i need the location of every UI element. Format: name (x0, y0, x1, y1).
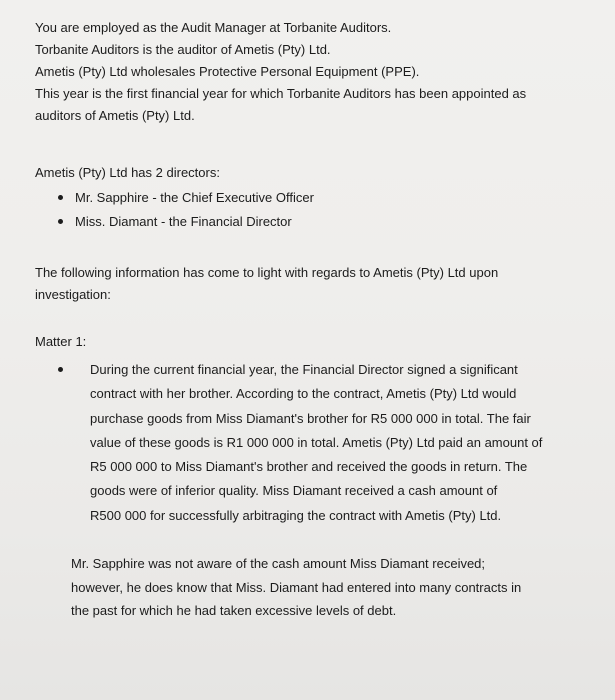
matter-1-line: purchase goods from Miss Diamant's brother for R5 000 000 in total. The fair (90, 410, 531, 426)
matter-1-followup-paragraph (71, 552, 591, 623)
director-item (58, 210, 314, 234)
followup-line: the past for which he had taken excessive levels of debt. (71, 603, 397, 618)
information-line: investigation: (35, 287, 111, 302)
bullet-icon (58, 195, 63, 200)
directors-list (58, 186, 314, 234)
director-item (58, 186, 314, 210)
followup-line: however, he does know that Miss. Diamant had entered into many contracts in (71, 579, 522, 595)
intro-line: Ametis (Pty) Ltd wholesales Protective Personal Equipment (PPE). (35, 64, 420, 79)
bullet-icon (58, 367, 63, 372)
information-paragraph (35, 262, 595, 306)
matter-1-line: R500 000 for successfully arbitraging the contract with Ametis (Pty) Ltd. (90, 507, 502, 523)
intro-paragraph (35, 17, 595, 127)
bullet-icon (58, 219, 63, 224)
matter-1-line: goods were of inferior quality. Miss Diamant received a cash amount of (90, 483, 498, 499)
matter-1-line: During the current financial year, the Financial Director signed a significant (90, 362, 518, 377)
directors-heading: Ametis (Pty) Ltd has 2 directors: (35, 165, 220, 180)
matter-1-line: R5 000 000 to Miss Diamant's brother and received the goods in return. The (90, 459, 528, 475)
matter-1-title: Matter 1: (35, 334, 87, 349)
intro-line: This year is the first financial year for which Torbanite Auditors has been appointed as (35, 86, 527, 101)
intro-line: auditors of Ametis (Pty) Ltd. (35, 108, 195, 123)
intro-line: You are employed as the Audit Manager at Torbanite Auditors. (35, 20, 392, 35)
matter-1-line: contract with her brother. According to the contract, Ametis (Pty) Ltd would (90, 386, 517, 402)
followup-line: Mr. Sapphire was not aware of the cash amount Miss Diamant received; (71, 556, 486, 571)
matter-1-bullet-text (75, 358, 595, 528)
director-label: Mr. Sapphire - the Chief Executive Officer (75, 190, 314, 205)
intro-line: Torbanite Auditors is the auditor of Ametis (Pty) Ltd. (35, 42, 331, 57)
director-label: Miss. Diamant - the Financial Director (75, 214, 292, 229)
information-line: The following information has come to light with regards to Ametis (Pty) Ltd upon (35, 265, 499, 280)
matter-1-line: value of these goods is R1 000 000 in total. Ametis (Pty) Ltd paid an amount of (90, 434, 543, 450)
matter-1-bullet (58, 358, 595, 528)
